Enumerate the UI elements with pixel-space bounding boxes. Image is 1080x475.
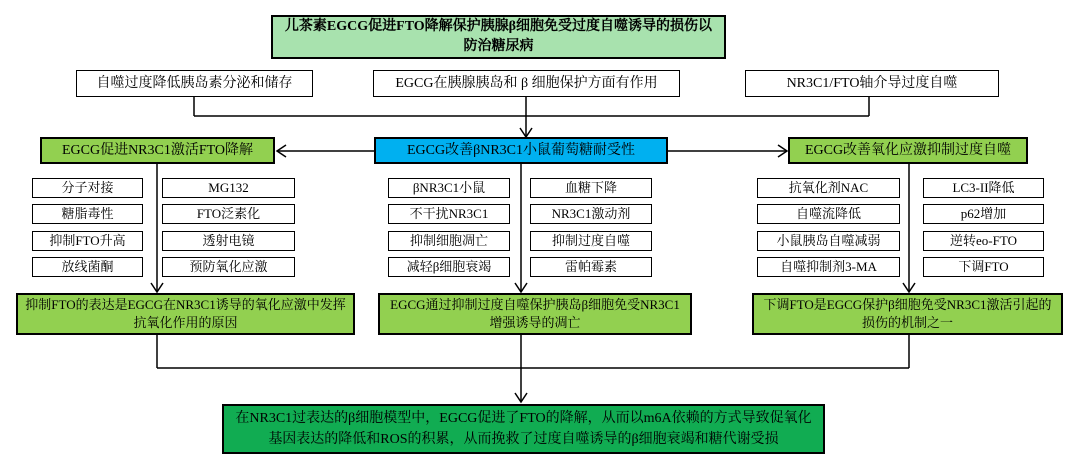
flowchart-title: 儿茶素EGCG促进FTO降解保护胰腺β细胞免受过度自噬诱导的损伤以防治糖尿病 — [271, 15, 726, 59]
evidence-box: 雷帕霉素 — [530, 257, 652, 277]
evidence-box: FTO泛素化 — [162, 204, 295, 224]
evidence-box: MG132 — [162, 178, 295, 198]
evidence-box: 血糖下降 — [530, 178, 652, 198]
premise-box-egcg-protection: EGCG在胰腺胰岛和 β 细胞保护方面有作用 — [373, 70, 680, 97]
evidence-box: 透射电镜 — [162, 231, 295, 251]
evidence-box: 下调FTO — [923, 257, 1044, 277]
arrow-blue-to-right — [668, 145, 787, 157]
evidence-box: 抑制细胞凋亡 — [388, 231, 510, 251]
evidence-box: 预防氧化应激 — [162, 257, 295, 277]
evidence-box: 逆转eo-FTO — [923, 231, 1044, 251]
premise-box-autophagy: 自噬过度降低胰岛素分泌和储存 — [76, 70, 313, 97]
arrow-mid-branch-to-conclusion — [515, 164, 527, 292]
conclusion-box-left: 抑制FTO的表达是EGCG在NR3C1诱导的氧化应激中发挥抗氧化作用的原因 — [16, 293, 355, 335]
evidence-box: 不干扰NR3C1 — [388, 204, 510, 224]
conclusion-to-bus-lines — [157, 335, 909, 368]
evidence-box: βNR3C1小鼠 — [388, 178, 510, 198]
evidence-box: p62增加 — [923, 204, 1044, 224]
evidence-box: 减轻β细胞衰竭 — [388, 257, 510, 277]
branch-header-right: EGCG改善氧化应激抑制过度自噬 — [788, 137, 1028, 164]
evidence-box: NR3C1激动剂 — [530, 204, 652, 224]
evidence-box: 自噬流降低 — [757, 204, 900, 224]
evidence-box: LC3-II降低 — [923, 178, 1044, 198]
conclusion-box-center: EGCG通过抑制过度自噬保护胰岛β细胞免受NR3C1增强诱导的凋亡 — [378, 293, 692, 335]
evidence-box: 分子对接 — [32, 178, 143, 198]
conclusion-box-right: 下调FTO是EGCG保护β细胞免受NR3C1激活引起的损伤的机制之一 — [752, 293, 1063, 335]
evidence-box: 抑制FTO升高 — [32, 231, 143, 251]
evidence-box: 抑制过度自噬 — [530, 231, 652, 251]
branch-header-center: EGCG改善βNR3C1小鼠葡萄糖耐受性 — [374, 137, 668, 164]
premise-to-bus-lines — [194, 97, 869, 116]
final-summary-box: 在NR3C1过表达的β细胞模型中，EGCG促进了FTO的降解，从而以m6A依赖的方式导致促氧化基因表达的降低和ROS的积累，从而挽救了过度自噬诱导的β细胞衰竭和糖代谢受损 — [222, 404, 825, 454]
evidence-box: 小鼠胰岛自噬减弱 — [757, 231, 900, 251]
premise-box-nr3c1-fto-axis: NR3C1/FTO轴介导过度自噬 — [745, 70, 999, 97]
evidence-box: 抗氧化剂NAC — [757, 178, 900, 198]
evidence-box: 放线菌酮 — [32, 257, 143, 277]
arrow-right-branch-to-conclusion — [903, 164, 915, 292]
branch-header-left: EGCG促进NR3C1激活FTO降解 — [40, 137, 275, 164]
arrow-blue-to-left — [277, 145, 374, 157]
evidence-box: 自噬抑制剂3-MA — [757, 257, 900, 277]
arrow-bus-to-blue — [520, 116, 532, 137]
evidence-box: 糖脂毒性 — [32, 204, 143, 224]
